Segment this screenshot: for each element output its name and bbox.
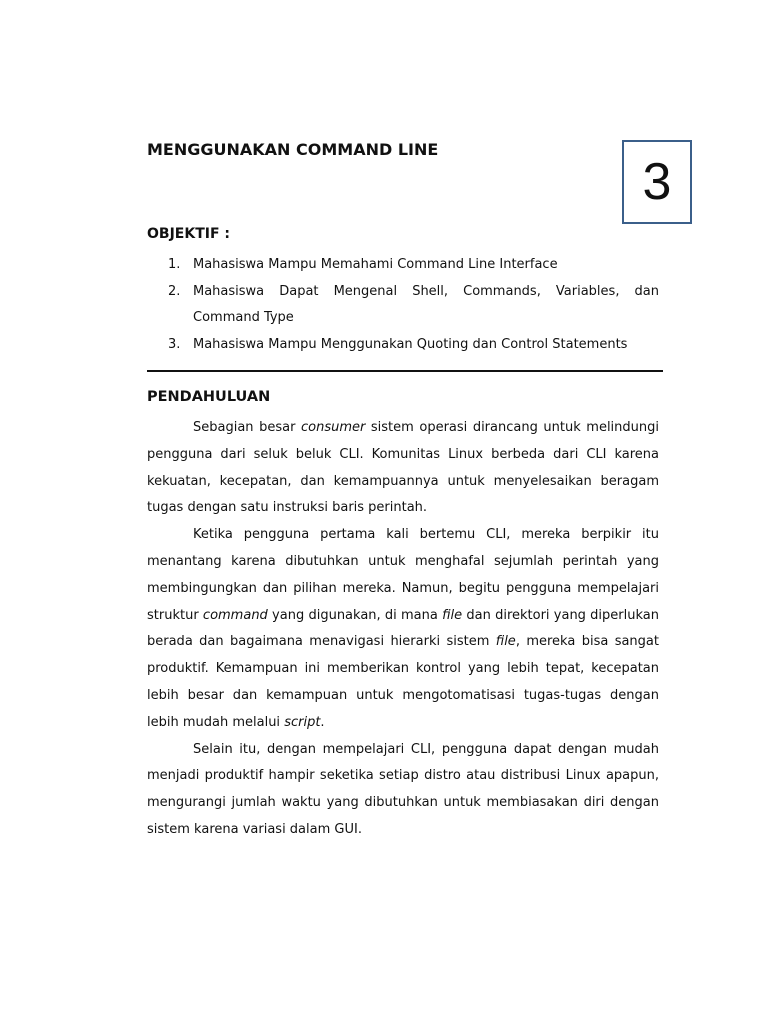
objective-number: 3. [168, 336, 181, 352]
objective-number: 2. [168, 283, 181, 299]
chapter-number-box: 3 [622, 140, 692, 224]
objective-item [147, 279, 659, 332]
objective-text: Mahasiswa Dapat Mengenal Shell, Commands, Variables, dan Command Type [193, 283, 659, 325]
paragraph-text: yang digunakan, di mana [267, 607, 443, 623]
chapter-title: MENGGUNAKAN COMMAND LINE [147, 140, 439, 159]
objective-text: Mahasiswa Mampu Memahami Command Line Interface [193, 257, 558, 272]
paragraph-text: . [320, 714, 325, 730]
paragraph-text: Ketika pengguna pertama kali bertemu CLI, mereka berpikir itu menantang karena dibutuhkan untuk menghafal sejumlah perintah yang membingungkan dan pilihan mereka. Namun, begitu pengguna mempelajari struktur [147, 527, 659, 623]
paragraph-text: Selain itu, dengan mempelajari CLI, pengguna dapat dengan mudah menjadi produktif hampir seketika setiap distro atau distribusi Linux apapun, mengurangi jumlah waktu yang dibutuhkan untuk membiasakan diri dengan sistem karena variasi dalam GUI. [147, 741, 659, 837]
italic-term: consumer [300, 420, 366, 435]
introduction-body [147, 415, 659, 844]
paragraph-text: Sebagian besar [193, 420, 301, 435]
objective-item [147, 252, 659, 279]
italic-term: script [284, 714, 321, 730]
italic-term: file [495, 634, 516, 650]
paragraph [147, 415, 659, 522]
paragraph [147, 522, 659, 736]
section-divider [147, 370, 663, 372]
paragraph-text: sistem operasi dirancang untuk melindungi pengguna dari seluk beluk CLI. Komunitas Linux berbeda dari CLI karena kekuatan, kecepatan, dan kemampuannya untuk menyelesaikan beragam tugas dengan satu instruksi baris perintah. [147, 420, 660, 516]
objective-text: Mahasiswa Mampu Menggunakan Quoting dan Control Statements [193, 336, 628, 352]
paragraph-text: dan direktori yang diperlukan berada dan bagaimana menavigasi hierarki sistem [147, 607, 659, 650]
objective-number: 1. [168, 257, 181, 272]
italic-term: command [202, 607, 268, 623]
objective-heading: OBJEKTIF : [147, 226, 230, 242]
objective-list [147, 252, 659, 358]
objective-item [147, 332, 659, 359]
section-heading: PENDAHULUAN [147, 389, 271, 405]
paragraph-text: , mereka bisa sangat produktif. Kemampuan ini memberikan kontrol yang lebih tepat, kecepatan lebih besar dan kemampuan untuk mengotomatisasi tugas-tugas dengan lebih mudah melalui [147, 634, 659, 730]
italic-term: file [442, 607, 463, 623]
paragraph [147, 737, 659, 844]
